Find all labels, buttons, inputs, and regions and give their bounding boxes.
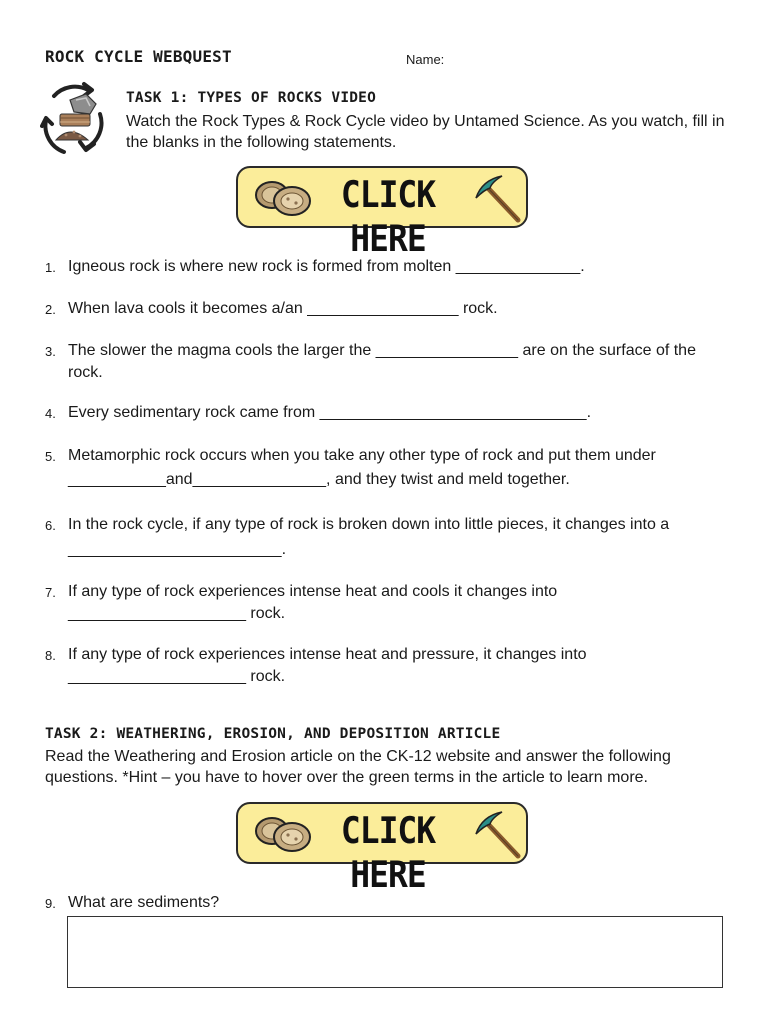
answer-box-sediments[interactable] [67,916,723,988]
question-text: In the rock cycle, if any type of rock is broken down into little pieces, it changes into a ________________________. [68,516,670,558]
question-9 [45,892,735,914]
task1-heading: TASK 1: TYPES OF ROCKS VIDEO [126,90,377,106]
question-number: 6. [45,518,56,533]
task2-heading: TASK 2: WEATHERING, EROSION, AND DEPOSITION ARTICLE [45,726,501,742]
question-4 [45,402,735,424]
question-6 [45,512,735,562]
question-number: 8. [45,648,56,663]
question-text: Igneous rock is where new rock is formed from molten ______________. [68,258,585,275]
question-text: What are sediments? [68,894,220,911]
rock-cycle-icon [40,80,106,158]
task1-click-here-button[interactable] [236,166,528,260]
click-here-label: CLICK HERE [340,173,436,260]
question-number: 1. [45,260,56,275]
question-text: The slower the magma cools the larger the ________________ are on the surface of the rock. [68,342,696,381]
question-3 [45,340,735,384]
question-text: If any type of rock experiences intense heat and pressure, it changes into ____________________ rock. [68,646,587,685]
question-number: 5. [45,449,56,464]
task2-click-here-button[interactable] [236,802,528,896]
pickaxe-icon [472,174,524,224]
click-here-label: CLICK HERE [340,809,436,896]
question-number: 9. [45,896,56,911]
question-8 [45,644,735,688]
question-text: Metamorphic rock occurs when you take any other type of rock and put them under ___________and_______________, and they twist and meld together. [68,447,656,488]
question-5 [45,444,735,492]
question-1 [45,256,735,278]
question-text: Every sedimentary rock came from ______________________________. [68,404,592,421]
pickaxe-icon [472,810,524,860]
task2-instructions: Read the Weathering and Erosion article on the CK-12 website and answer the following questions. *Hint – you have to hover over the green terms in the article to learn more. [45,748,671,786]
page-title: ROCK CYCLE WEBQUEST [45,47,232,66]
task1-instructions: Watch the Rock Types & Rock Cycle video by Untamed Science. As you watch, fill in the blanks in the following statements. [126,113,725,151]
question-7 [45,581,735,625]
question-text: When lava cools it becomes a/an _________________ rock. [68,300,498,317]
name-label: Name: [406,52,445,67]
question-number: 4. [45,406,56,421]
question-text: If any type of rock experiences intense heat and cools it changes into ____________________ rock. [68,583,558,622]
question-2 [45,298,735,320]
question-number: 2. [45,302,56,317]
question-number: 7. [45,585,56,600]
question-number: 3. [45,344,56,359]
